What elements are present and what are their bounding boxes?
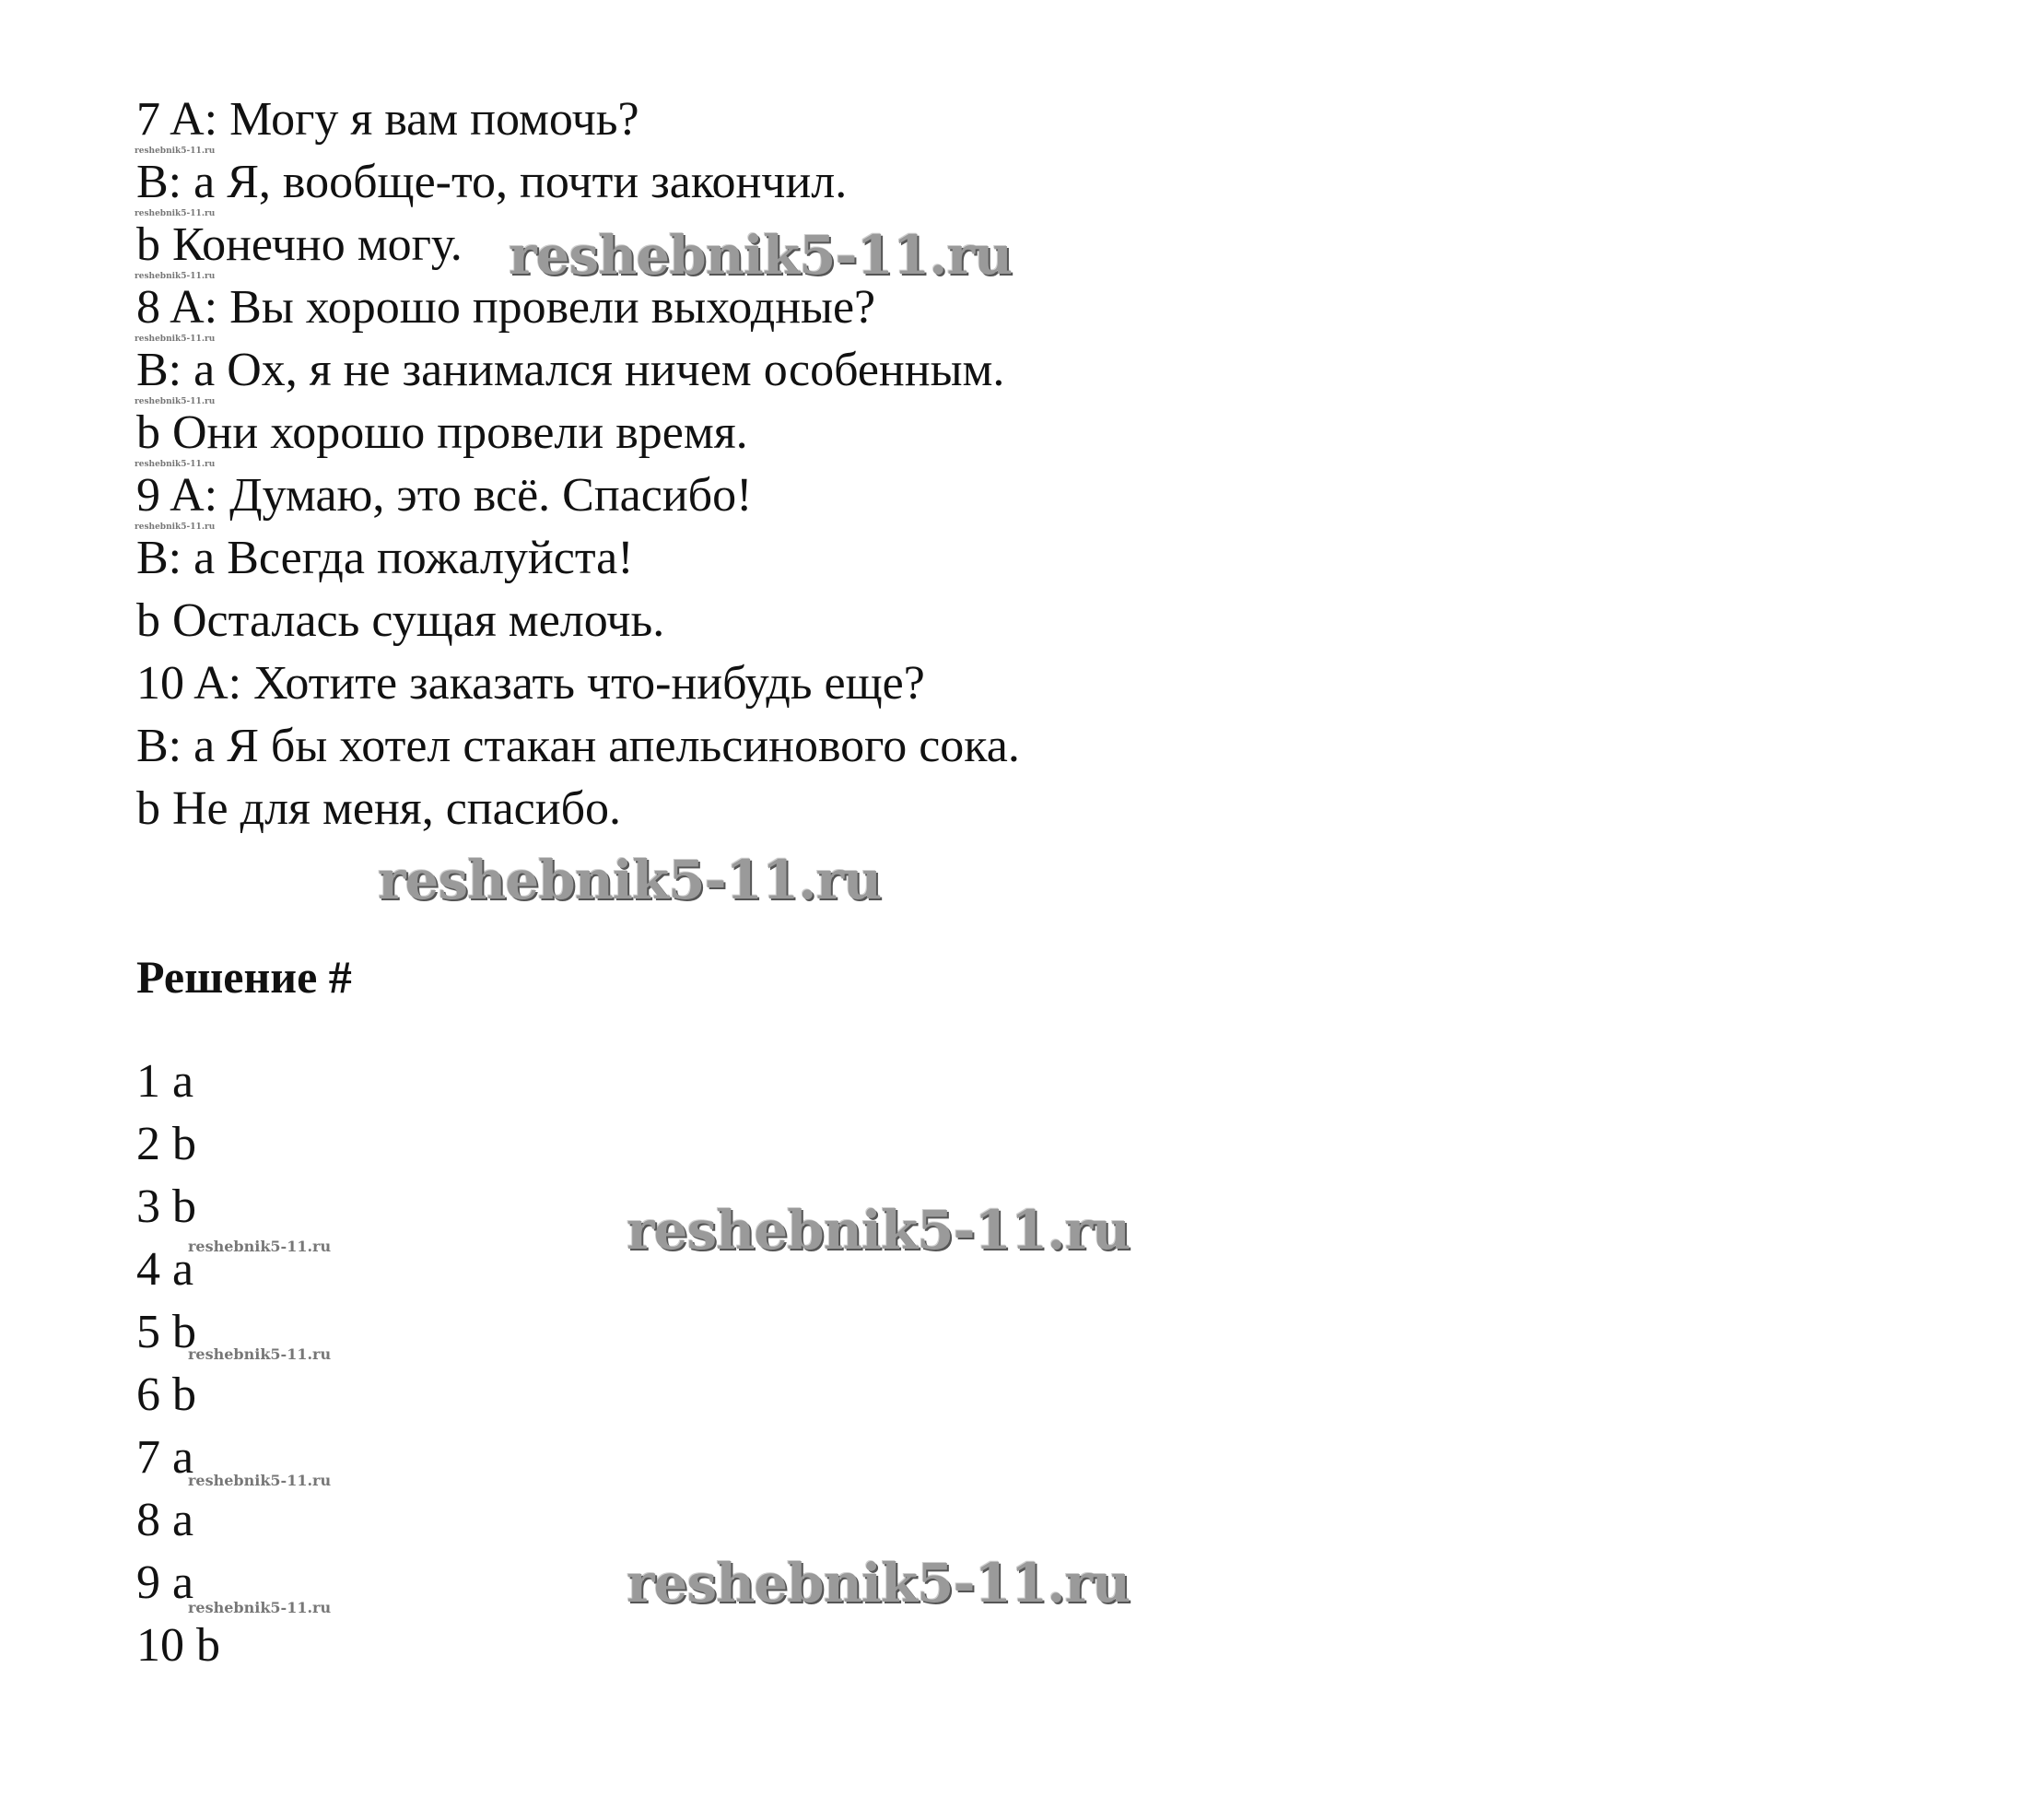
watermark-large: reshebnik5-11.ru: [378, 849, 882, 911]
dialogue-line: 9 A: Думаю, это всё. Спасибо!: [136, 469, 753, 522]
answer-item: 1 a: [136, 1055, 194, 1108]
watermark-tiny: reshebnik5-11.ru: [135, 272, 216, 281]
answer-item: 10 b: [136, 1619, 220, 1672]
dialogue-line: B: a Я бы хотел стакан апельсинового сока.: [136, 720, 1020, 772]
watermark-large: reshebnik5-11.ru: [509, 224, 1013, 287]
watermark-small: reshebnik5-11.ru: [188, 1599, 332, 1616]
watermark-tiny: reshebnik5-11.ru: [135, 397, 216, 406]
answer-item: 8 a: [136, 1494, 194, 1546]
dialogue-line: b Осталась сущая мелочь.: [136, 594, 665, 647]
dialogue-line: B: a Всегда пожалуйста!: [136, 532, 634, 584]
answer-item: 3 b: [136, 1180, 196, 1233]
watermark-tiny: reshebnik5-11.ru: [135, 460, 216, 469]
watermark-tiny: reshebnik5-11.ru: [135, 335, 216, 344]
watermark-large: reshebnik5-11.ru: [627, 1199, 1131, 1262]
watermark-tiny: reshebnik5-11.ru: [135, 209, 216, 218]
dialogue-line: 7 A: Могу я вам помочь?: [136, 93, 639, 146]
dialogue-line: B: a Я, вообще-то, почти закончил.: [136, 156, 848, 208]
dialogue-line: b Не для меня, спасибо.: [136, 782, 622, 835]
answer-item: 5 b: [136, 1306, 196, 1358]
watermark-tiny: reshebnik5-11.ru: [135, 147, 216, 156]
answer-item: 2 b: [136, 1118, 196, 1170]
watermark-small: reshebnik5-11.ru: [188, 1472, 332, 1489]
watermark-small: reshebnik5-11.ru: [188, 1238, 332, 1255]
answer-item: 9 a: [136, 1556, 194, 1609]
dialogue-line: 8 A: Вы хорошо провели выходные?: [136, 281, 876, 334]
watermark-small: reshebnik5-11.ru: [188, 1345, 332, 1363]
dialogue-line: 10 A: Хотите заказать что-нибудь еще?: [136, 657, 925, 710]
answer-item: 7 a: [136, 1431, 194, 1484]
watermark-large: reshebnik5-11.ru: [627, 1552, 1131, 1615]
dialogue-line: b Они хорошо провели время.: [136, 406, 748, 459]
answer-item: 6 b: [136, 1368, 196, 1421]
dialogue-line: B: a Ох, я не занимался ничем особенным.: [136, 344, 1005, 396]
solution-heading: Решение #: [136, 951, 352, 1003]
dialogue-line: b Конечно могу.: [136, 218, 463, 271]
answer-item: 4 a: [136, 1243, 194, 1296]
watermark-tiny: reshebnik5-11.ru: [135, 523, 216, 532]
